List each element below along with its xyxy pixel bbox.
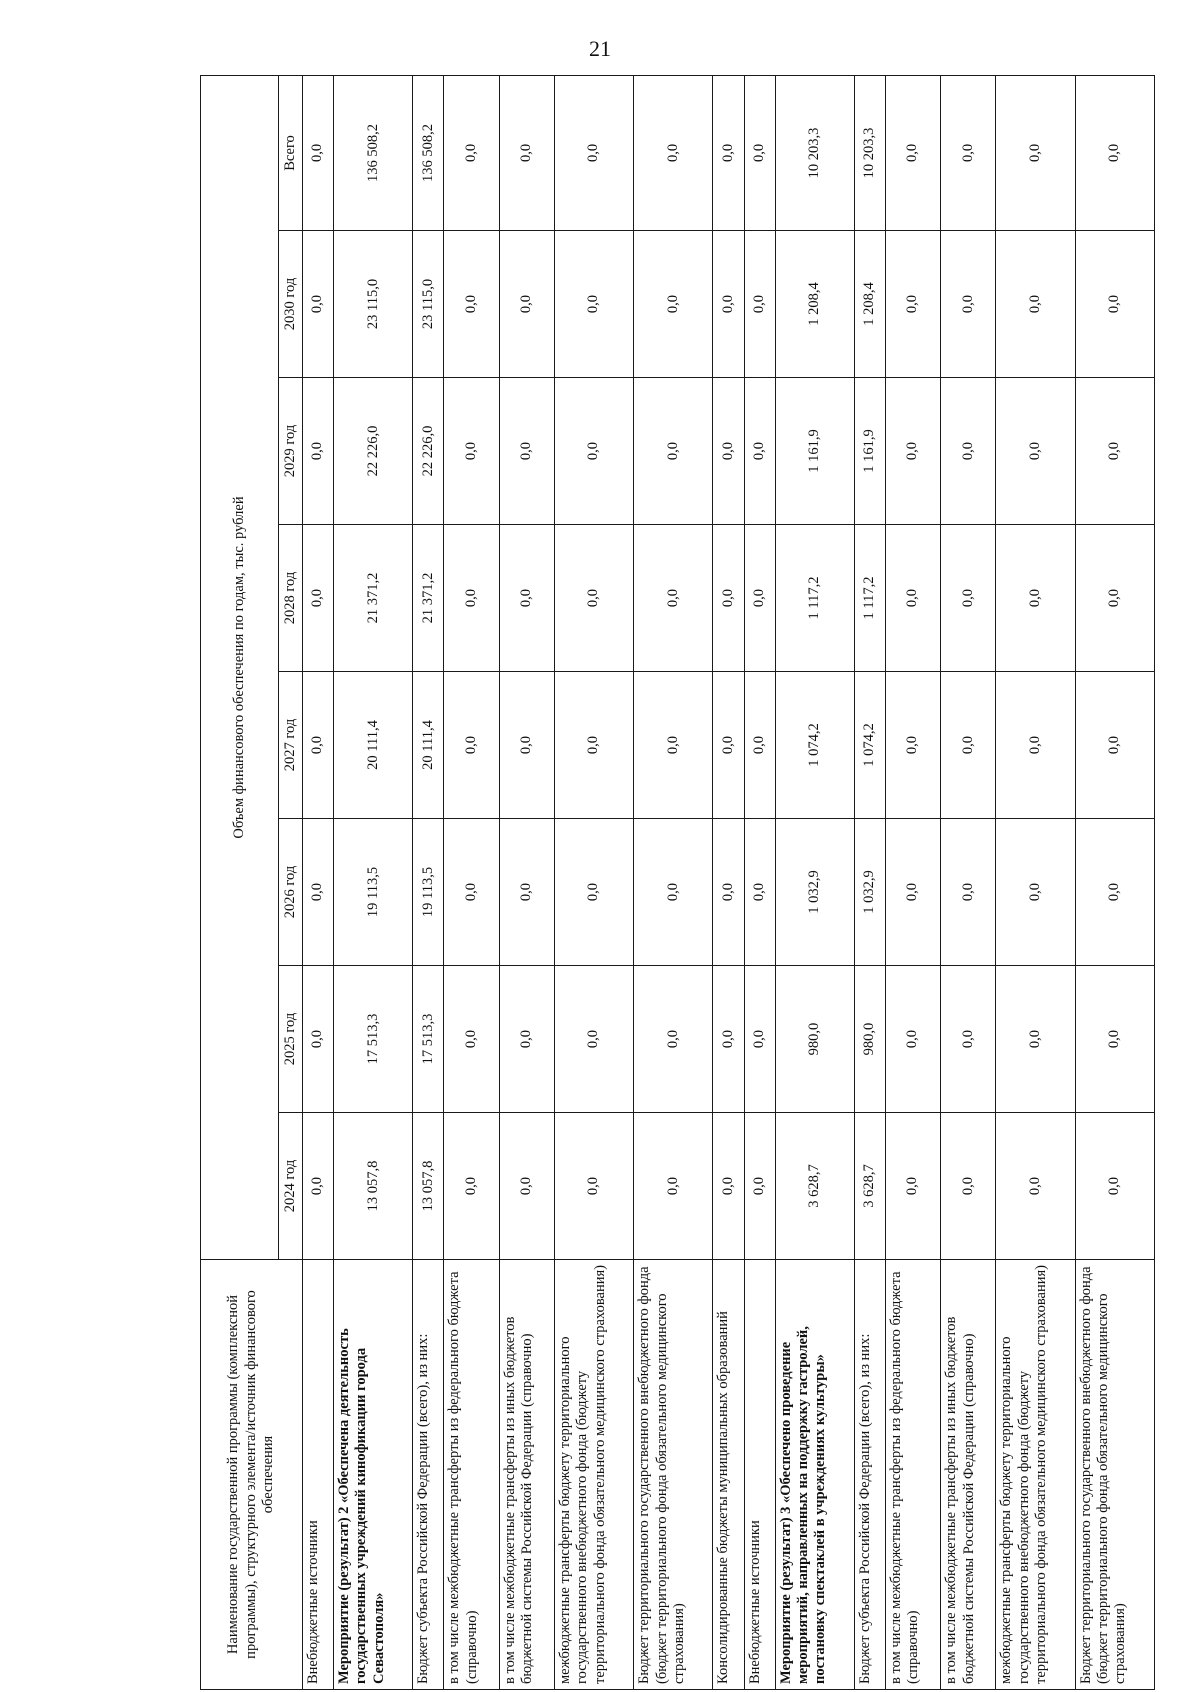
value-cell: 0,0 [303,75,334,230]
value-cell: 22 226,0 [413,378,444,525]
table-row [303,75,334,1689]
value-cell: 0,0 [941,378,996,525]
value-cell: 0,0 [303,819,334,966]
row-name-cell: Бюджет субъекта Российской Федерации (всего), из них: [854,1260,885,1690]
table-row [744,75,775,1689]
value-cell: 0,0 [499,231,554,378]
year-header-cell: 2027 год [279,672,303,819]
value-cell: 0,0 [885,525,940,672]
value-cell: 0,0 [996,966,1075,1113]
value-cell: 19 113,5 [334,819,413,966]
table-row [554,75,633,1689]
value-cell: 1 161,9 [854,378,885,525]
row-name-cell: Бюджет субъекта Российской Федерации (всего), из них: [413,1260,444,1690]
value-cell: 10 203,3 [775,75,854,230]
table-row [499,75,554,1689]
year-header-cell: 2026 год [279,819,303,966]
value-cell: 0,0 [554,231,633,378]
value-cell: 22 226,0 [334,378,413,525]
value-cell: 0,0 [1075,819,1154,966]
header-row-1 [201,75,279,1689]
value-cell: 20 111,4 [334,672,413,819]
value-cell: 0,0 [996,231,1075,378]
value-cell: 3 628,7 [854,1113,885,1260]
year-header-cell: 2024 год [279,1113,303,1260]
value-cell: 980,0 [775,966,854,1113]
value-cell: 0,0 [996,819,1075,966]
value-cell: 0,0 [499,672,554,819]
value-cell: 0,0 [444,966,499,1113]
value-cell: 0,0 [713,525,744,672]
value-cell: 0,0 [713,378,744,525]
value-cell: 0,0 [634,819,713,966]
value-cell: 0,0 [303,231,334,378]
row-name-cell: в том числе межбюджетные трансферты из иных бюджетов бюджетной системы Российской Федерации (справочно) [941,1260,996,1690]
value-cell: 0,0 [1075,378,1154,525]
year-header-cell: 2028 год [279,525,303,672]
year-header-cell: 2030 год [279,231,303,378]
value-cell: 0,0 [499,819,554,966]
header-volume-cell: Объем финансового обеспечения по годам, тыс. рублей [201,75,279,1259]
table-row [413,75,444,1689]
value-cell: 980,0 [854,966,885,1113]
table-row [334,75,413,1689]
value-cell: 0,0 [744,819,775,966]
year-header-cell: Всего [279,75,303,230]
value-cell: 19 113,5 [413,819,444,966]
value-cell: 1 074,2 [854,672,885,819]
value-cell: 0,0 [1075,231,1154,378]
value-cell: 0,0 [444,1113,499,1260]
year-header-cell: 2029 год [279,378,303,525]
value-cell: 1 032,9 [775,819,854,966]
row-name-cell: Консолидированные бюджеты муниципальных образований [713,1260,744,1690]
row-name-cell: в том числе межбюджетные трансферты из федерального бюджета (справочно) [444,1260,499,1690]
value-cell: 0,0 [1075,966,1154,1113]
value-cell: 0,0 [444,378,499,525]
row-name-cell: Внебюджетные источники [303,1260,334,1690]
value-cell: 20 111,4 [413,672,444,819]
row-name-cell: в том числе межбюджетные трансферты из федерального бюджета (справочно) [885,1260,940,1690]
value-cell: 0,0 [554,378,633,525]
value-cell: 0,0 [303,672,334,819]
table-row [775,75,854,1689]
value-cell: 0,0 [444,819,499,966]
row-name-cell: Внебюджетные источники [744,1260,775,1690]
value-cell: 0,0 [744,966,775,1113]
value-cell: 10 203,3 [854,75,885,230]
value-cell: 0,0 [941,525,996,672]
value-cell: 0,0 [444,525,499,672]
row-name-cell: межбюджетные трансферты бюджету территориального государственного внебюджетного фонда (бюджету территориального фонда обязательного медицинского страхования) [554,1260,633,1690]
value-cell: 0,0 [499,966,554,1113]
row-name-cell: Бюджет территориального государственного внебюджетного фонда (бюджет территориального фонда обязательного медицинского страхования) [634,1260,713,1690]
value-cell: 1 032,9 [854,819,885,966]
value-cell: 23 115,0 [413,231,444,378]
value-cell: 0,0 [499,1113,554,1260]
value-cell: 0,0 [744,1113,775,1260]
value-cell: 1 117,2 [854,525,885,672]
value-cell: 3 628,7 [775,1113,854,1260]
value-cell: 136 508,2 [413,75,444,230]
value-cell: 0,0 [713,672,744,819]
value-cell: 0,0 [996,75,1075,230]
value-cell: 21 371,2 [334,525,413,672]
value-cell: 1 208,4 [854,231,885,378]
table-row [996,75,1075,1689]
value-cell: 0,0 [1075,75,1154,230]
value-cell: 0,0 [713,966,744,1113]
value-cell: 0,0 [303,966,334,1113]
table-row [713,75,744,1689]
value-cell: 0,0 [554,75,633,230]
value-cell: 0,0 [499,75,554,230]
value-cell: 1 074,2 [775,672,854,819]
value-cell: 0,0 [941,1113,996,1260]
value-cell: 0,0 [554,1113,633,1260]
financing-table [200,75,1155,1690]
value-cell: 0,0 [303,1113,334,1260]
year-header-cell: 2025 год [279,966,303,1113]
value-cell: 0,0 [996,525,1075,672]
row-name-cell: в том числе межбюджетные трансферты из иных бюджетов бюджетной системы Российской Федерации (справочно) [499,1260,554,1690]
value-cell: 0,0 [303,525,334,672]
value-cell: 0,0 [634,75,713,230]
value-cell: 0,0 [885,966,940,1113]
value-cell: 0,0 [499,525,554,672]
value-cell: 0,0 [885,672,940,819]
value-cell: 0,0 [744,378,775,525]
table-row [854,75,885,1689]
value-cell: 0,0 [554,966,633,1113]
row-name-cell: Мероприятие (результат) 2 «Обеспечена деятельность государственных учреждений кинофикации города Севастополя» [334,1260,413,1690]
table-row [941,75,996,1689]
value-cell: 0,0 [941,231,996,378]
value-cell: 13 057,8 [413,1113,444,1260]
value-cell: 21 371,2 [413,525,444,672]
page-number: 21 [589,36,611,61]
value-cell: 0,0 [444,231,499,378]
rotated-table-container [200,76,1155,1690]
value-cell: 17 513,3 [334,966,413,1113]
value-cell: 0,0 [885,75,940,230]
value-cell: 0,0 [941,966,996,1113]
value-cell: 0,0 [713,231,744,378]
value-cell: 0,0 [996,378,1075,525]
value-cell: 0,0 [303,378,334,525]
value-cell: 1 161,9 [775,378,854,525]
value-cell: 0,0 [1075,1113,1154,1260]
value-cell: 0,0 [634,1113,713,1260]
value-cell: 0,0 [885,1113,940,1260]
value-cell: 0,0 [554,672,633,819]
value-cell: 0,0 [996,672,1075,819]
row-name-cell: Бюджет территориального государственного внебюджетного фонда (бюджет территориального фонда обязательного медицинского страхования) [1075,1260,1154,1690]
value-cell: 17 513,3 [413,966,444,1113]
value-cell: 1 117,2 [775,525,854,672]
value-cell: 0,0 [744,231,775,378]
value-cell: 0,0 [634,672,713,819]
value-cell: 13 057,8 [334,1113,413,1260]
value-cell: 0,0 [444,75,499,230]
table-row [444,75,499,1689]
row-name-cell: Мероприятие (результат) 3 «Обеспечено проведение мероприятий, направленных на поддержку гастролей, постановку спектаклей в учреждениях культуры» [775,1260,854,1690]
table-body [303,75,1155,1689]
value-cell: 23 115,0 [334,231,413,378]
value-cell: 0,0 [885,378,940,525]
value-cell: 0,0 [744,75,775,230]
value-cell: 0,0 [1075,672,1154,819]
value-cell: 0,0 [713,1113,744,1260]
value-cell: 0,0 [444,672,499,819]
value-cell: 136 508,2 [334,75,413,230]
table-row [885,75,940,1689]
value-cell: 0,0 [941,672,996,819]
value-cell: 0,0 [885,819,940,966]
value-cell: 0,0 [713,75,744,230]
value-cell: 0,0 [885,231,940,378]
value-cell: 0,0 [554,819,633,966]
header-name-cell: Наименование государственной программы (комплексной программы), структурного элемента/источник финансового обеспечения [201,1260,303,1690]
value-cell: 0,0 [744,672,775,819]
value-cell: 0,0 [996,1113,1075,1260]
value-cell: 0,0 [499,378,554,525]
value-cell: 0,0 [1075,525,1154,672]
value-cell: 0,0 [554,525,633,672]
value-cell: 0,0 [634,525,713,672]
value-cell: 0,0 [941,819,996,966]
value-cell: 0,0 [634,378,713,525]
table-row [1075,75,1154,1689]
row-name-cell: межбюджетные трансферты бюджету территориального государственного внебюджетного фонда (бюджету территориального фонда обязательного медицинского страхования) [996,1260,1075,1690]
value-cell: 0,0 [941,75,996,230]
value-cell: 1 208,4 [775,231,854,378]
value-cell: 0,0 [634,966,713,1113]
value-cell: 0,0 [713,819,744,966]
table-row [634,75,713,1689]
value-cell: 0,0 [634,231,713,378]
value-cell: 0,0 [744,525,775,672]
